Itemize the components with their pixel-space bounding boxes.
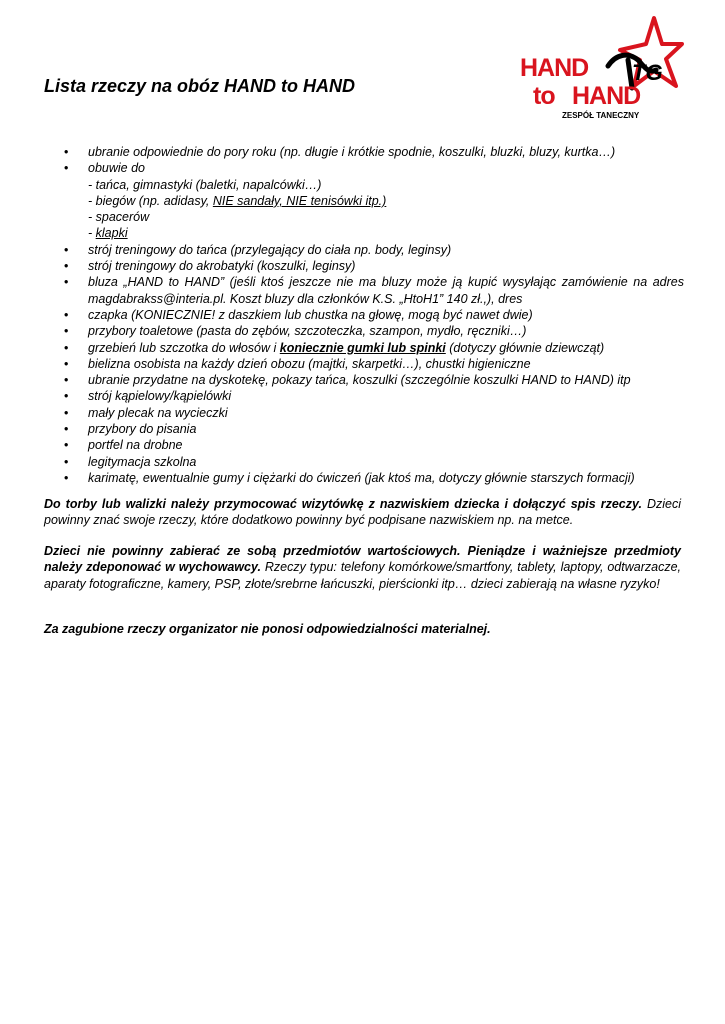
page-title: Lista rzeczy na obóz HAND to HAND xyxy=(44,76,356,96)
paragraph-valuables: Dzieci nie powinny zabierać ze sobą przedmiotów wartościowych. Pieniądze i ważniejsze przedmioty należy zdeponować w wychowawcy. Rzeczy typu: telefony komórkowe/smartfony, tablety, laptopy, odtwarzacze, aparaty fotograficzne, kamery, PSP, złote/srebrne łańcuszki, pierścionki itp… dzieci zabierają na własne ryzyko! xyxy=(44,544,681,591)
list-item: • grzebień lub szczotka do włosów i koniecznie gumki lub spinki (dotyczy głównie dziewcząt) xyxy=(44,340,684,356)
sub-item: - biegów (np. adidasy, NIE sandały, NIE tenisówki itp.) xyxy=(88,193,387,208)
logo-hand-bottom: HAND xyxy=(572,82,641,110)
logo-hand-top: HAND xyxy=(520,54,589,82)
logo-to: to xyxy=(533,82,555,110)
hand-to-hand-logo xyxy=(516,14,686,124)
list-item: • karimatę, ewentualnie gumy i ciężarki do ćwiczeń (jak ktoś ma, dotyczy głównie starszych formacji) xyxy=(44,470,684,486)
sub-item: - klapki xyxy=(88,226,128,241)
list-item: • obuwie do - tańca, gimnastyki (baletki, napalcówki…) - biegów (np. adidasy, NIE sandały, NIE tenisówki itp.) - spacerów - klapki xyxy=(44,160,684,241)
sub-item: - tańca, gimnastyki (baletki, napalcówki…) xyxy=(88,177,322,192)
list-item: • strój treningowy do tańca (przylegający do ciała np. body, leginsy) xyxy=(44,242,684,258)
list-item: • portfel na drobne xyxy=(44,437,684,453)
list-item: • legitymacja szkolna xyxy=(44,454,684,470)
list-item: • strój treningowy do akrobatyki (koszulki, leginsy) xyxy=(44,258,684,274)
list-item: • bielizna osobista na każdy dzień obozu (majtki, skarpetki…), chustki higieniczne xyxy=(44,356,684,372)
packing-list xyxy=(44,144,684,486)
list-item: • mały plecak na wycieczki xyxy=(44,405,684,421)
list-item: • przybory do pisania xyxy=(44,421,684,437)
list-item: • ubranie przydatne na dyskotekę, pokazy tańca, koszulki (szczególnie koszulki HAND to HAND) itp xyxy=(44,372,684,388)
list-item: • przybory toaletowe (pasta do zębów, szczoteczka, szampon, mydło, ręczniki…) xyxy=(44,323,684,339)
list-item: • strój kąpielowy/kąpielówki xyxy=(44,388,684,404)
sub-item: - spacerów xyxy=(88,210,150,225)
list-item: • ubranie odpowiednie do pory roku (np. długie i krótkie spodnie, koszulki, bluzki, bluzy, kurtka…) xyxy=(44,144,684,160)
paragraph-liability: Za zagubione rzeczy organizator nie ponosi odpowiedzialności materialnej. xyxy=(44,622,491,636)
list-item: • bluza „HAND to HAND” (jeśli ktoś jeszcze nie ma bluzy może ją kupić wysyłając zamówienie na adres magdabrakss@interia.pl. Koszt bluzy dla członków K.S. „HtoH1” 140 zł.,), dres xyxy=(44,274,684,307)
logo-subtitle: ZESPÓŁ TANECZNY xyxy=(562,111,640,120)
monogram-text: TG xyxy=(632,60,663,85)
list-item: • czapka (KONIECZNIE! z daszkiem lub chustka na głowę, mogą być nawet dwie) xyxy=(44,307,684,323)
paragraph-label-instructions: Do torby lub walizki należy przymocować wizytówkę z nazwiskiem dziecka i dołączyć spis rzeczy. Dzieci powinny znać swoje rzeczy, które dodatkowo powinny być podpisane nazwiskiem np. na metce. xyxy=(44,497,681,528)
